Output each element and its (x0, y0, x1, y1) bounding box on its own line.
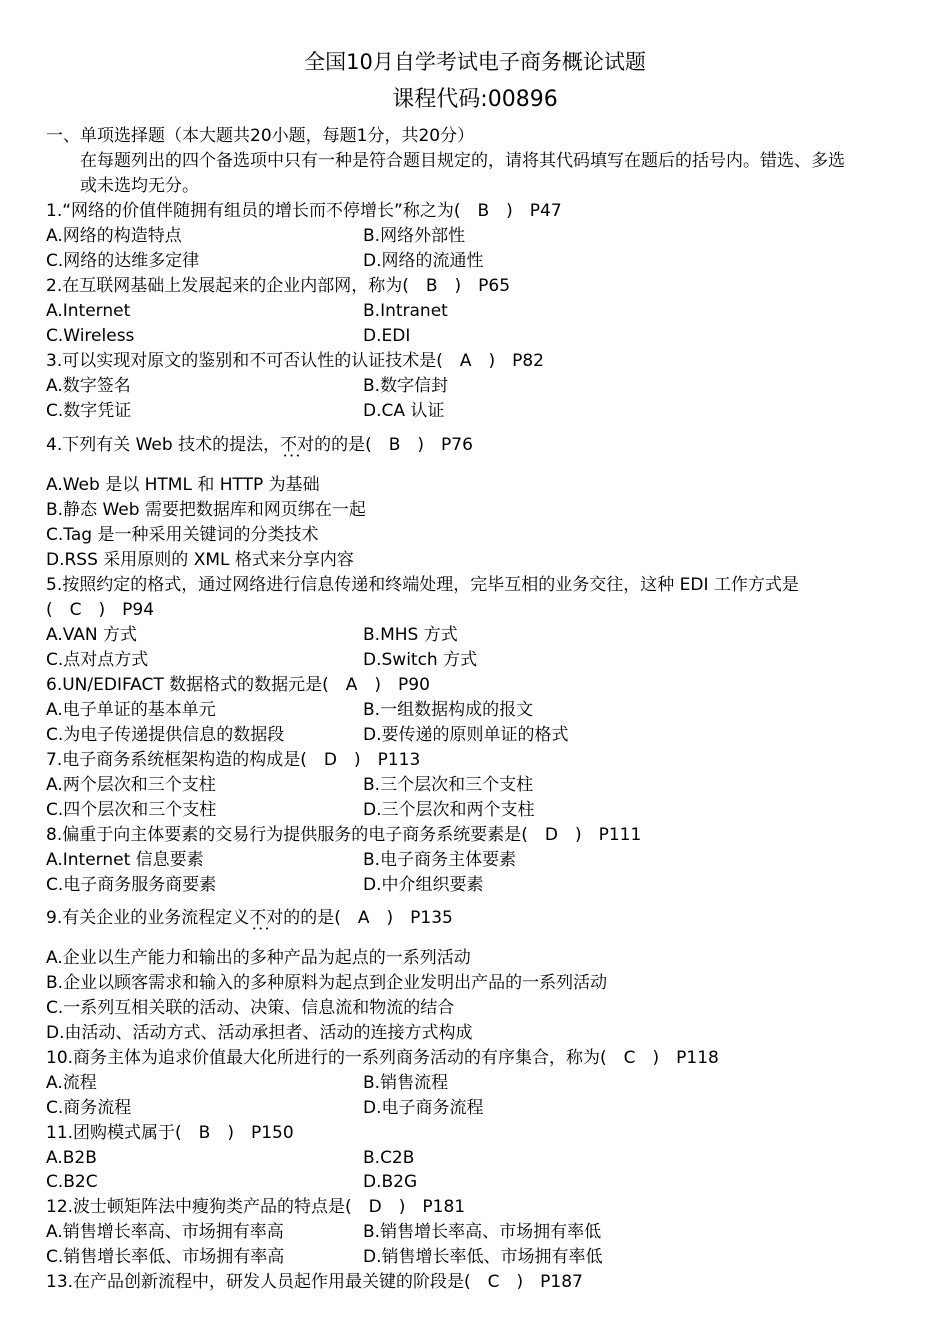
option-a: A.两个层次和三个支柱 (46, 775, 216, 795)
section-heading: 一、单项选择题（本大题共20小题，每题1分，共20分） (46, 126, 475, 146)
question-stem: 5.按照约定的格式，通过网络进行信息传递和终端处理，完毕互相的业务交往，这种 EDI 工作方式是 (46, 575, 799, 595)
option-d: D.电子商务流程 (363, 1098, 484, 1118)
question-stem: 2.在互联网基础上发展起来的企业内部网，称为( B ) P65 (46, 276, 511, 296)
question-stem: 7.电子商务系统框架构造的构成是( D ) P113 (46, 750, 421, 770)
stem-text: 的是( B ) P76 (331, 435, 473, 455)
option-a: A.Internet (46, 301, 131, 321)
emphasis-mark: 不对的 • • • (280, 433, 331, 457)
question-stem: 1.“网络的价值伴随拥有组员的增长而不停增长”称之为( B ) P47 (46, 201, 562, 221)
option-a: A.企业以生产能力和输出的多种产品为起点的一系列活动 (46, 948, 471, 968)
option-c: C.电子商务服务商要素 (46, 875, 217, 895)
option-d: D.要传递的原则单证的格式 (363, 725, 569, 745)
option-c: C.Wireless (46, 326, 135, 346)
option-c: C.网络的达维多定律 (46, 251, 200, 271)
option-b: B.C2B (363, 1148, 415, 1168)
option-c: C.一系列互相关联的活动、决策、信息流和物流的结合 (46, 998, 455, 1018)
section-instruction: 在每题列出的四个备选项中只有一种是符合题目规定的，请将其代码填写在题后的括号内。错选、多选 (80, 151, 845, 171)
option-b: B.销售流程 (363, 1073, 449, 1093)
option-a: A.网络的构造特点 (46, 226, 182, 246)
option-b: B.Intranet (363, 301, 448, 321)
stem-text: 9.有关企业的业务流程定义 (46, 908, 250, 928)
stem-text: 4.下列有关 Web 技术的提法， (46, 435, 281, 455)
question-stem: 3.可以实现对原文的鉴别和不可否认性的认证技术是( A ) P82 (46, 351, 544, 371)
option-d: D.三个层次和两个支柱 (363, 800, 535, 820)
option-a: A.数字签名 (46, 376, 131, 396)
question-stem: 11.团购模式属于( B ) P150 (46, 1123, 294, 1143)
option-a: A.流程 (46, 1073, 97, 1093)
option-b: B.销售增长率高、市场拥有率低 (363, 1222, 602, 1242)
option-c: C.B2C (46, 1172, 98, 1192)
option-c: C.为电子传递提供信息的数据段 (46, 725, 285, 745)
option-d: D.B2G (363, 1172, 418, 1192)
option-d: D.RSS 采用原则的 XML 格式来分享内容 (46, 550, 354, 570)
emphasis-mark: 不对的 • • • (249, 906, 300, 930)
option-c: C.点对点方式 (46, 650, 149, 670)
stem-text: 的是( A ) P135 (300, 908, 453, 928)
option-a: A.B2B (46, 1148, 97, 1168)
question-stem: 6.UN/EDIFACT 数据格式的数据元是( A ) P90 (46, 675, 430, 695)
option-a: A.销售增长率高、市场拥有率高 (46, 1222, 284, 1242)
page-title: 全国10月自学考试电子商务概论试题 (304, 50, 646, 74)
option-d: D.CA 认证 (363, 401, 445, 421)
course-code: 课程代码:00896 (392, 87, 558, 112)
option-d: D.EDI (363, 326, 411, 346)
option-d: D.网络的流通性 (363, 251, 484, 271)
question-stem-continued: ( C ) P94 (46, 600, 155, 620)
question-stem: 12.波士顿矩阵法中瘦狗类产品的特点是( D ) P181 (46, 1197, 466, 1217)
option-d: D.销售增长率低、市场拥有率低 (363, 1247, 603, 1267)
option-b: B.网络外部性 (363, 226, 466, 246)
option-a: A.Internet 信息要素 (46, 850, 204, 870)
option-b: B.电子商务主体要素 (363, 850, 517, 870)
option-a: A.电子单证的基本单元 (46, 700, 216, 720)
question-stem: 8.偏重于向主体要素的交易行为提供服务的电子商务系统要素是( D ) P111 (46, 825, 642, 845)
option-a: A.Web 是以 HTML 和 HTTP 为基础 (46, 475, 320, 495)
section-instruction: 或未选均无分。 (80, 176, 199, 196)
option-b: B.MHS 方式 (363, 625, 458, 645)
option-c: C.四个层次和三个支柱 (46, 800, 217, 820)
option-a: A.VAN 方式 (46, 625, 138, 645)
option-b: B.数字信封 (363, 376, 449, 396)
question-stem: 10.商务主体为追求价值最大化所进行的一系列商务活动的有序集合，称为( C ) P118 (46, 1048, 719, 1068)
option-b: B.一组数据构成的报文 (363, 700, 534, 720)
option-c: C.销售增长率低、市场拥有率高 (46, 1247, 285, 1267)
option-b: B.企业以顾客需求和输入的多种原料为起点到企业发明出产品的一系列活动 (46, 973, 608, 993)
question-stem: 13.在产品创新流程中，研发人员起作用最关键的阶段是( C ) P187 (46, 1272, 583, 1292)
option-d: D.中介组织要素 (363, 875, 484, 895)
option-d: D.Switch 方式 (363, 650, 478, 670)
option-d: D.由活动、活动方式、活动承担者、活动的连接方式构成 (46, 1023, 473, 1043)
option-b: B.静态 Web 需要把数据库和网页绑在一起 (46, 500, 366, 520)
question-stem (46, 906, 453, 930)
option-b: B.三个层次和三个支柱 (363, 775, 534, 795)
option-c: C.数字凭证 (46, 401, 132, 421)
option-c: C.Tag 是一种采用关键词的分类技术 (46, 525, 319, 545)
question-stem (46, 433, 473, 457)
option-c: C.商务流程 (46, 1098, 132, 1118)
